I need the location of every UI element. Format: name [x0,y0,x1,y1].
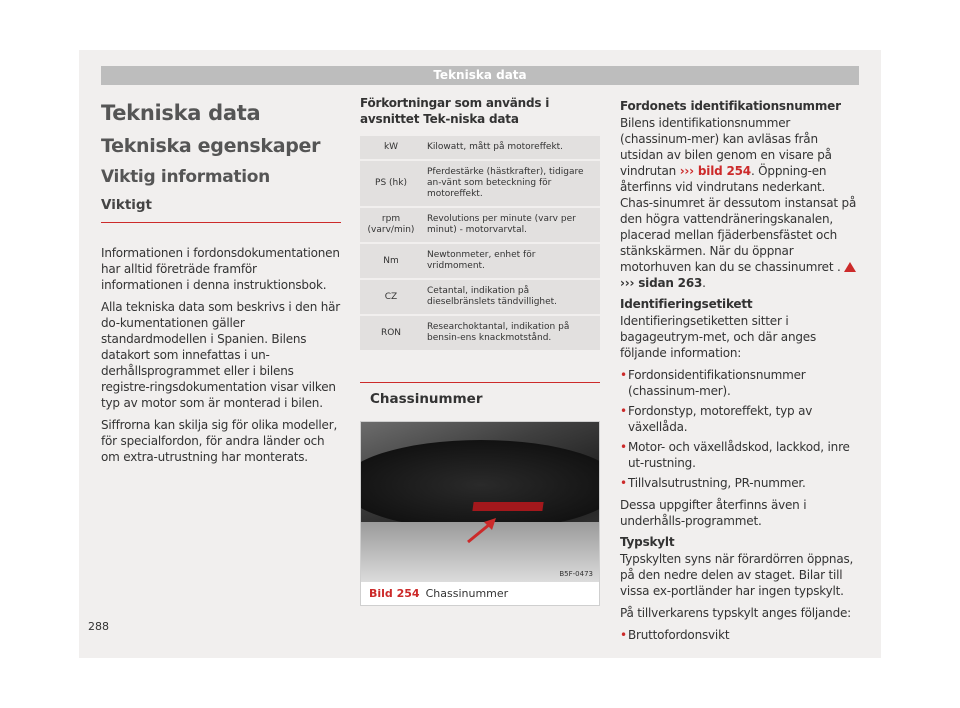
vin-text: . Öppning-en återfinns vid vindrutans nederkant. Chas-sinumret är dessutom instansat på den högra vattendräneringskanalen, placerad mellan fjäderbensfästet och stänkskärmen. När du öppnar motorhuven kan du se chassinumret . [620,164,857,274]
figure-link[interactable]: ››› bild 254 [679,164,751,178]
chassis-section-heading [360,382,600,407]
list-item: • Motor- och växellådskod, lackkod, inre ut-rustning. [620,439,860,471]
middle-column [360,95,600,606]
chassis-heading-text: Chassinummer [370,391,483,407]
abbr-cell: PS (hk) [360,161,422,206]
table-row [360,316,600,350]
abbr-cell: Nm [360,244,422,278]
page-number: 288 [88,620,109,633]
subsection-title: Viktig information [101,167,270,187]
typeplate-paragraph: Typskylten syns när förardörren öppnas, på den nedre delen av staget. Bilar till vissa ex-portländer har ingen typskylt. [620,552,854,598]
label-heading: Identifieringsetikett [620,297,753,311]
figure-caption-text: Chassinummer [425,587,509,600]
paragraph: Siffrorna kan skilja sig för olika modeller, för specialfordon, för andra länder och om extra-utrustning har monterats. [101,418,338,464]
warning-icon [844,262,856,272]
list-item: • Fordonsidentifikationsnummer (chassinum-mer). [620,367,860,399]
figure-code: B5F-0473 [559,570,593,578]
label-list [620,367,860,491]
paragraph: Informationen i fordonsdokumentationen har alltid företräde framför informationen i denna instruktionsbok. [101,246,340,292]
list-item: • Bruttofordonsvikt [620,627,860,643]
right-column [620,95,860,649]
left-column [101,95,341,471]
pointer-arrow-icon [466,516,500,544]
desc-cell: Newtonmeter, enhet för vridmoment. [422,244,600,278]
desc-cell: Cetantal, indikation på dieselbränslets tändvillighet. [422,280,600,314]
page-reference-link[interactable]: ››› sidan 263 [620,276,703,290]
topic-title: Viktigt [101,197,341,223]
vin-paragraph: Bilens identifikationsnummer (chassinum-mer) kan avläsas från utsidan av bilen genom en visare på vindrutan ››› bild 254. Öppning-en återfinns vid vindrutans nederkant. Chas-sinumret är dessutom instansat på den högra vattendräneringskanalen, placerad mellan fjäderbensfästet och stänkskärmen. När du öppnar motorhuven kan du se chassinumret . ››› sidan 263. [620,116,857,290]
abbreviation-table [360,134,600,352]
label-paragraph: Identifieringsetiketten sitter i bagageutrym-met, och där anges följande information: [620,314,817,360]
section-header-bar: Tekniska data [101,66,859,85]
label-after-paragraph: Dessa uppgifter återfinns även i underhålls-programmet. [620,498,807,528]
vin-heading: Fordonets identifikationsnummer [620,99,841,113]
figure-caption [361,582,599,605]
table-heading: Förkortningar som används i avsnittet Tek-niska data [360,96,550,126]
abbr-cell: kW [360,136,422,159]
abbr-cell: CZ [360,280,422,314]
section-title: Tekniska egenskaper [101,135,321,157]
abbr-cell: RON [360,316,422,350]
figure-chassis-number [360,421,600,606]
chapter-title: Tekniska data [101,101,261,125]
typeplate-heading: Typskylt [620,535,675,549]
abbr-cell: rpm (varv/min) [360,208,422,242]
table-row [360,161,600,206]
table-row [360,244,600,278]
table-row [360,208,600,242]
desc-cell: Pferdestärke (hästkrafter), tidigare an-vänt som beteckning för motoreffekt. [422,161,600,206]
desc-cell: Researchoktantal, indikation på bensin-ens knackmotstånd. [422,316,600,350]
vin-text: Bilens identifikationsnummer (chassinum-mer) kan avläsas från utsidan av bilen genom en visare på vindrutan [620,116,832,178]
desc-cell: Revolutions per minute (varv per minut) - motorvarvtal. [422,208,600,242]
table-row [360,280,600,314]
list-item: • Fordonstyp, motoreffekt, typ av växellåda. [620,403,860,435]
vin-plate [472,502,543,511]
desc-cell: Kilowatt, mått på motoreffekt. [422,136,600,159]
list-item: • Tillvalsutrustning, PR-nummer. [620,475,860,491]
typeplate-list [620,627,860,643]
paragraph: Alla tekniska data som beskrivs i den här do-kumentationen gäller standardmodellen i Spanien. Bilens datakort som innefattas i un-derhållsprogrammet eller i bilens registre-ringsdokumentation visar vilken typ av motor som är monterad i bilen. [101,300,341,410]
windshield-photo [361,422,599,582]
typeplate-paragraph-2: På tillverkarens typskylt anges följande: [620,606,852,620]
figure-label: Bild 254 [369,587,420,600]
table-row [360,136,600,159]
